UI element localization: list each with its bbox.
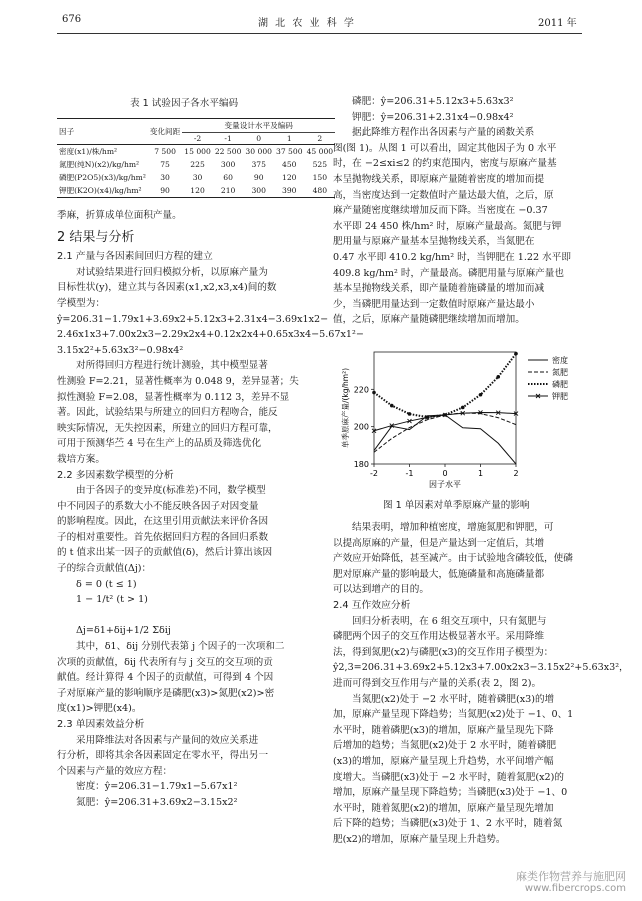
table-row [57,158,335,171]
factor-interval: 30 [160,173,170,182]
level-value: 120 [282,173,297,182]
th-interval: 变化间距 [149,127,181,136]
text-line: (x3)的增加，原麻产量呈现上升趋势，水平间增产幅 [333,755,554,767]
text-line: 水平时，随着氮肥(x2)的增加，原麻产量呈现先增加 [333,802,554,814]
text-line: 对所得回归方程进行统计测验，其中模型显著 [76,360,268,372]
legend-label: 氮肥 [552,368,568,377]
th-level: 2 [317,134,323,143]
series-point [461,406,465,410]
figure-1-chart [338,342,584,492]
text-line: 可以达到增产的目的。 [333,584,429,596]
text-line: 值，之后，原麻产量随磷肥继续增加而增加。 [333,314,525,326]
text-line: 法，得到氮肥(x2)与磷肥(x3)的交互作用子模型为： [333,646,554,658]
text-line: 3.15x2²+5.63x3²−0.98x4² [57,344,184,356]
level-value: 525 [312,160,328,169]
text-line: 麻产量随密度继续增加反而下降。当密度在 −0.37 [333,205,548,217]
text-line: 肥(x2)的增加，原麻产量呈现上升趋势。 [333,833,506,845]
legend-label: 密度 [552,356,568,365]
text-line: 后下降的趋势；当磷肥(x3)处于 1、2 水平时，随着氮 [333,818,563,830]
factor-name: 钾肥(K2O)(x4)/kg/hm² [59,186,142,195]
text-line: 性测验 F=2.21，显著性概率为 0.048 9，差异显著；失 [57,375,299,387]
text-line: 图(图 1)。从图 1 可以看出，固定其他因子为 0 水平 [333,142,557,154]
text-line: 的影响程度。因此，在这里引用贡献法来评价各因 [57,516,269,528]
th-group: 变量设计水平及编码 [182,119,335,133]
text-line: Δj=δ1+δij+1/2 Σδij [76,625,171,637]
factor-interval: 7 500 [154,147,176,156]
x-tick-label: -2 [370,469,378,478]
text-line: 少，当磷肥用量达到一定数值时原麻产量达最小 [333,298,535,310]
text-line: 著。因此，试验结果与所建立的回归方程吻合，能反 [57,407,278,419]
level-value: 37 500 [275,147,303,156]
text-line: 映实际情况，无失控因素，所建立的回归方程可靠， [57,422,278,434]
y-tick-label: 200 [353,422,369,432]
text-line: 基本呈抛物线关系，即产量随着施磷量的增加而减 [333,283,545,295]
section-heading: 2.3 单因素效益分析 [57,719,145,730]
factor-interval: 75 [160,160,170,169]
right-column-top [333,94,588,328]
series-point [408,412,412,416]
th-level: -2 [193,134,202,143]
y-tick-label: 180 [353,460,369,469]
th-level: 1 [286,134,292,143]
factor-name: 氮肥(纯N)(x2)/kg/hm² [59,160,140,169]
text-line: 回归分析表明，在 6 组交互项中，只有氮肥与 [352,615,547,627]
text-line: 409.8 kg/hm² 时，产量最高。磷肥用量与原麻产量也 [333,267,564,279]
factor-interval: 90 [160,186,170,195]
text-line: 采用降维法对各因素与产量间的效应关系进 [76,734,259,746]
text-line: 时，在 −2≤xi≤2 的约束范围内，密度与原麻产量基 [333,158,557,170]
level-value: 375 [251,160,266,169]
text-line: 中不同因子的系数大小不能反映各因子对因变量 [57,500,259,512]
series-line-1 [374,413,516,452]
x-tick-label: 1 [477,469,484,478]
section-heading: 2 结果与分析 [57,229,135,245]
journal-year: 2011 年 [538,18,577,29]
text-line: 磷肥两个因子的交互作用达极显著水平。采用降维 [333,631,545,643]
text-line: 水平即 24 450 株/hm² 时，原麻产量最高。氮肥与钾 [333,220,562,232]
page-number: 676 [62,14,82,25]
text-line: 度(x1)>钾肥(x4)。 [57,703,142,715]
text-line: 献值。经计算得 4 个因子的贡献值，可得到 4 个因 [57,672,274,684]
series-point [390,404,394,408]
level-value: 390 [282,186,297,195]
text-line: 其中，δ1、δij 分别代表第 j 个因子的一次项和二 [76,641,285,653]
level-value: 150 [312,173,328,182]
section-heading: 2.4 互作效应分析 [333,599,411,611]
table-row [57,171,335,184]
level-value: 300 [251,186,266,195]
plot-frame [374,352,516,464]
text-line: 磷肥：ŷ=206.31+5.12x3+5.63x3² [352,96,514,107]
text-line: 钾肥：ŷ=206.31+2.31x4−0.98x4² [352,111,514,123]
text-line: 季麻，折算成单位面积产量。 [57,210,182,221]
level-value: 120 [190,186,205,195]
text-line: 增加，原麻产量呈现下降趋势；当磷肥(x3)处于 −1、0 [333,787,568,799]
th-level: 0 [256,134,262,143]
journal-name: 湖 北 农 业 科 学 [258,18,356,29]
factor-table [57,118,335,198]
text-line: 子对原麻产量的影响顺序是磷肥(x3)>氮肥(x2)>密 [57,687,275,699]
series-point [496,375,500,379]
right-column-bottom [333,520,629,847]
text-line: 密度：ŷ=206.31−1.79x1−5.67x1² [76,781,238,793]
text-line: 以提高原麻的产量，但是产量达到一定值后，其增 [333,537,545,549]
text-line: 由于各因子的变异度(标准差)不同，数学模型 [76,485,266,497]
text-line: 加，原麻产量呈现下降趋势；当氮肥(x2)处于 −1、0、1 [333,709,574,721]
table-row [57,184,335,198]
text-line: 本呈抛物线关系，即原麻产量随着密度的增加而提 [333,173,545,185]
level-value: 45 000 [306,147,334,156]
level-value: 15 000 [184,147,211,156]
text-line: 次项的贡献值，δij 代表所有与 j 交互的交互项的贡 [57,656,273,668]
series-point [514,352,518,356]
series-line-2 [374,354,516,417]
text-line: 进而可得到交互作用与产量的关系(表 2，图 2)。 [333,677,542,689]
th-level: -1 [224,134,232,143]
text-line: 肥用量与原麻产量基本呈抛物线关系，当氮肥在 [333,236,535,248]
text-line: 0.47 水平即 410.2 kg/hm² 时，当钾肥在 1.22 水平即 [333,251,571,263]
text-line: 1 − 1/t² (t > 1) [76,594,148,606]
text-line: 行分析，即将其余各因素固定在零水平，得出另一 [57,750,269,762]
x-tick-label: -1 [405,469,414,478]
series-point [479,393,483,397]
level-value: 480 [312,186,328,195]
series-point [372,391,376,395]
table-row [57,145,335,159]
text-line: 学模型为： [57,297,105,309]
y-tick-label: 220 [353,385,369,395]
level-value: 90 [253,173,264,182]
y-axis-label: 单季原麻产量/(kg/hm²) [341,367,350,449]
text-line: 水平时，随着磷肥(x3)的增加，原麻产量呈现先下降 [333,724,554,736]
text-line: ŷ=206.31−1.79x1+3.69x2+5.12x3+2.31x4−3.69x1x2− [57,313,329,325]
text-line: 对试验结果进行回归模拟分析，以原麻产量为 [76,266,268,278]
level-value: 30 000 [245,147,272,156]
text-line: 可用于预测华苎 4 号在生产上的品质及筛选优化 [57,438,262,450]
x-tick-label: 2 [513,469,519,478]
text-line: 子的综合贡献值(Δj)： [57,563,152,575]
level-value: 450 [282,160,297,169]
text-line: 高，当密度达到一定数值时产量达最大值，之后，原 [333,189,554,201]
level-value: 60 [223,173,233,182]
th-factor: 因子 [59,127,75,136]
watermark-url: www.fibercrops.com [524,883,626,894]
text-line: 氮肥：ŷ=206.31+3.69x2−3.15x2² [76,796,238,808]
level-value: 225 [190,160,205,169]
text-line: 结果表明，增加种植密度，增施氮肥和钾肥，可 [352,522,554,533]
text-line: 栽培方案。 [57,453,105,465]
section-heading: 2.1 产量与各因素间回归方程的建立 [57,251,213,263]
text-line: 2.46x1x3+7.00x2x3−2.29x2x4+0.12x2x4+0.65x3x4−5.67x1²− [57,329,364,341]
text-line: 肥对原麻产量的影响最大，低施磷量和高施磷量都 [333,568,545,580]
legend-label: 钾肥 [552,392,568,401]
figure-caption: 图 1 单因素对单季原麻产量的影响 [383,500,530,511]
table-title: 表 1 试验因子各水平编码 [130,98,239,109]
text-line: δ = 0 (t ≤ 1) [76,578,137,590]
factor-name: 磷肥(P2O5)(x3)/kg/hm² [59,173,146,182]
text-line: 目标性状(y)，建立其与各因素(x1,x2,x3,x4)间的数 [57,282,277,294]
x-tick-label: 0 [442,469,448,478]
text-line: 据此降维方程作出各因素与产量的函数关系 [352,127,535,139]
watermark-text: 麻类作物营养与施肥网 [516,870,626,883]
text-line: 子的相对重要性。首先依据回归方程的各回归系数 [57,531,269,543]
header-rule [57,33,582,34]
level-value: 30 [192,173,203,182]
text-line: 当氮肥(x2)处于 −2 水平时，随着磷肥(x3)的增 [352,693,555,705]
text-line: 度增大。当磷肥(x3)处于 −2 水平时，随着氮肥(x2)的 [333,771,564,783]
x-axis-label: 因子水平 [429,480,461,489]
text-line: 个因素与产量的效应方程： [57,765,173,777]
factor-name: 密度(x1)/株/hm² [59,147,118,156]
section-heading: 2.2 多因素数学模型的分析 [57,469,174,481]
level-value: 22 500 [214,147,242,156]
text-line: 拟性测验 F=2.08，显著性概率为 0.112 3，差异不显 [57,391,290,403]
legend-label: 磷肥 [552,380,568,389]
level-value: 210 [220,186,236,195]
text-line: 的 t 值求出某一因子的贡献值(δ)，然后计算出该因 [57,547,273,559]
series-line-0 [374,415,516,464]
text-line: 产效应开始降低，甚至减产。由于试验地含磷较低，使磷 [333,553,573,565]
text-line: 后增加的趋势；当氮肥(x2)处于 2 水平时，随着磷肥 [333,740,557,752]
level-value: 300 [220,160,236,169]
text-line: ŷ2,3=206.31+3.69x2+5.12x3+7.00x2x3−3.15x2²+5.63x3²， [333,662,629,674]
text-line [57,608,315,624]
